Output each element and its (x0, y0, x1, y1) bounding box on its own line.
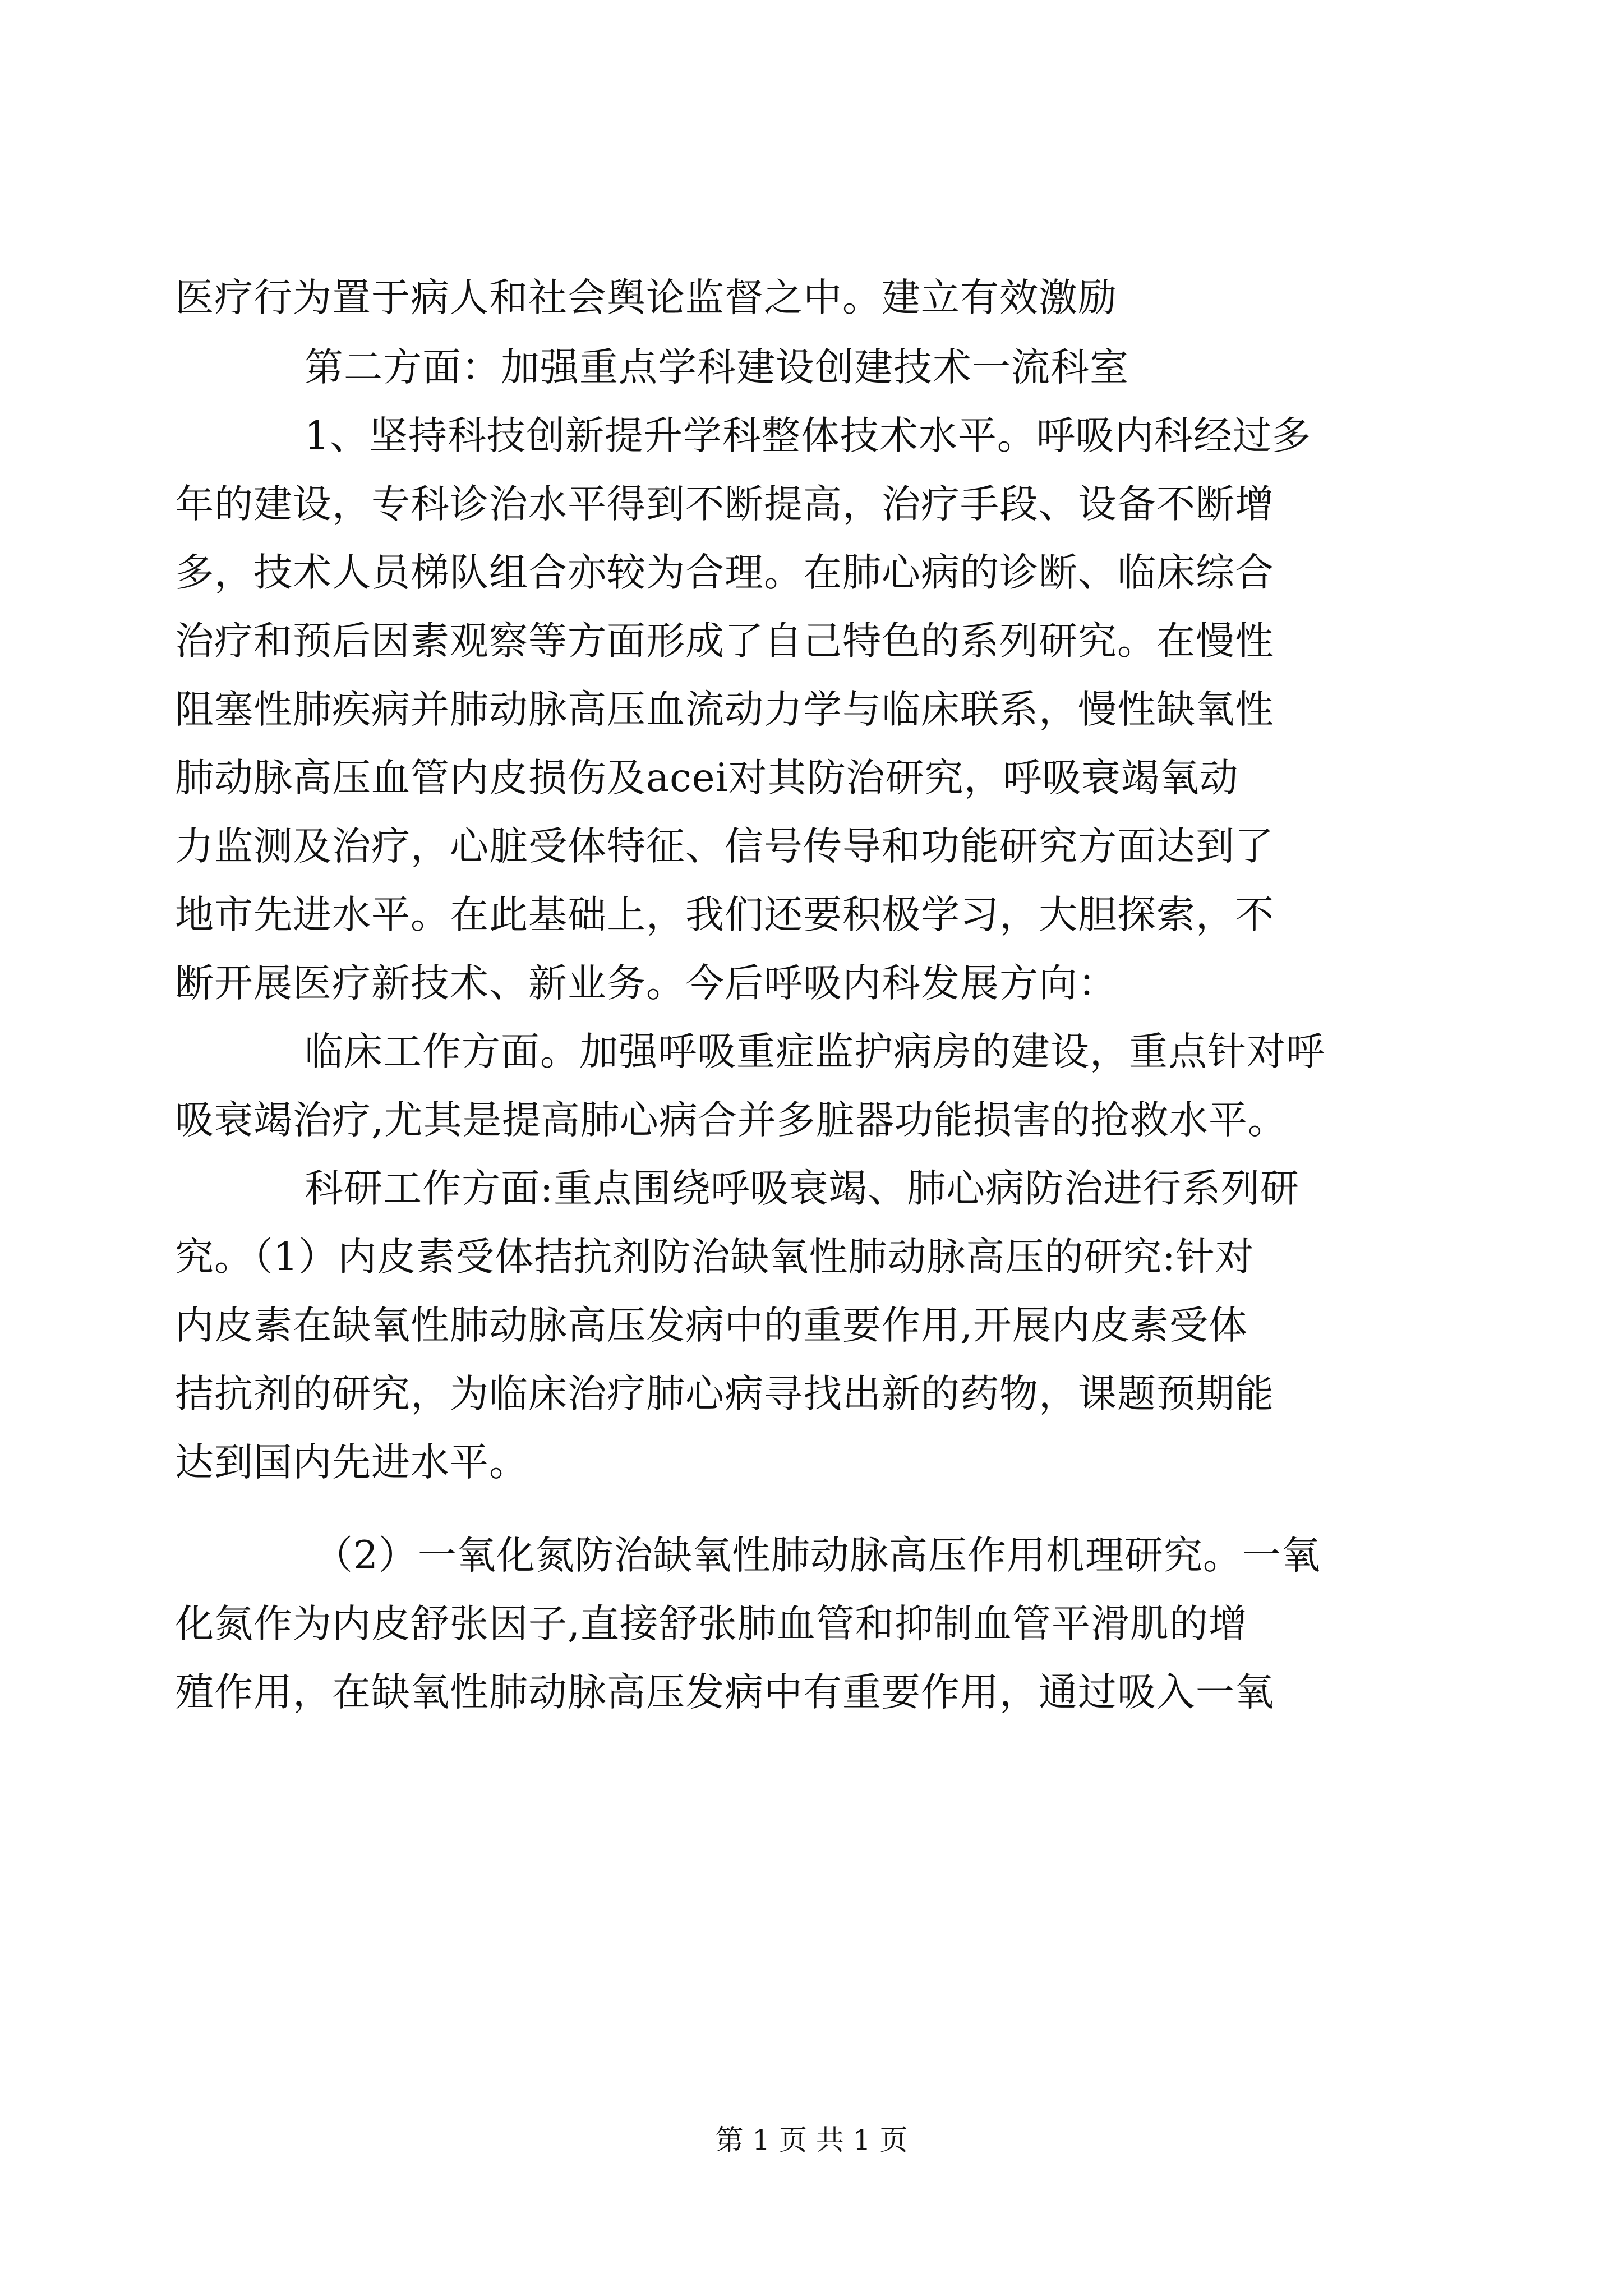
paragraph-line: 1、坚持科技创新提升学科整体技术水平。呼吸内科经过多 (305, 413, 1311, 458)
paragraph-line: 医疗行为置于病人和社会舆论监督之中。建立有效激励 (175, 275, 1117, 320)
paragraph-line: 肺动脉高压血管内皮损伤及acei对其防治研究，呼吸衰竭氧动 (175, 756, 1239, 800)
section-heading: 第二方面：加强重点学科建设创建技术一流科室 (305, 345, 1129, 390)
paragraph-line: 年的建设，专科诊治水平得到不断提高，治疗手段、设备不断增 (175, 482, 1274, 527)
paragraph-line: 化氮作为内皮舒张因子,直接舒张肺血管和抑制血管平滑肌的增 (175, 1602, 1248, 1646)
document-body (175, 264, 1451, 1727)
paragraph-line: 科研工作方面:重点围绕呼吸衰竭、肺心病防治进行系列研 (305, 1166, 1300, 1211)
paragraph-line: 力监测及治疗，心脏受体特征、信号传导和功能研究方面达到了 (175, 824, 1274, 869)
paragraph-line: （2）一氧化氮防治缺氧性肺动脉高压作用机理研究。一氧 (314, 1533, 1321, 1578)
paragraph-line: 地市先进水平。在此基础上，我们还要积极学习，大胆探索，不 (175, 892, 1274, 937)
paragraph-line: 达到国内先进水平。 (175, 1440, 528, 1485)
paragraph-line: 究。（1）内皮素受体拮抗剂防治缺氧性肺动脉高压的研究:针对 (175, 1235, 1255, 1280)
paragraph-line: 拮抗剂的研究，为临床治疗肺心病寻找出新的药物，课题预期能 (175, 1372, 1274, 1416)
paragraph-line: 阻塞性肺疾病并肺动脉高压血流动力学与临床联系，慢性缺氧性 (175, 687, 1274, 732)
paragraph-line: 吸衰竭治疗,尤其是提高肺心病合并多脏器功能损害的抢救水平。 (175, 1098, 1287, 1143)
paragraph-line: 内皮素在缺氧性肺动脉高压发病中的重要作用,开展内皮素受体 (175, 1303, 1248, 1348)
page-footer: 第 1 页 共 1 页 (715, 2124, 908, 2156)
paragraph-line: 多，技术人员梯队组合亦较为合理。在肺心病的诊断、临床综合 (175, 550, 1274, 595)
paragraph-line: 治疗和预后因素观察等方面形成了自己特色的系列研究。在慢性 (175, 619, 1274, 664)
paragraph-line: 临床工作方面。加强呼吸重症监护病房的建设，重点针对呼 (305, 1029, 1325, 1074)
paragraph-line: 断开展医疗新技术、新业务。今后呼吸内科发展方向： (175, 961, 1117, 1006)
paragraph-line: 殖作用，在缺氧性肺动脉高压发病中有重要作用，通过吸入一氧 (175, 1670, 1274, 1715)
